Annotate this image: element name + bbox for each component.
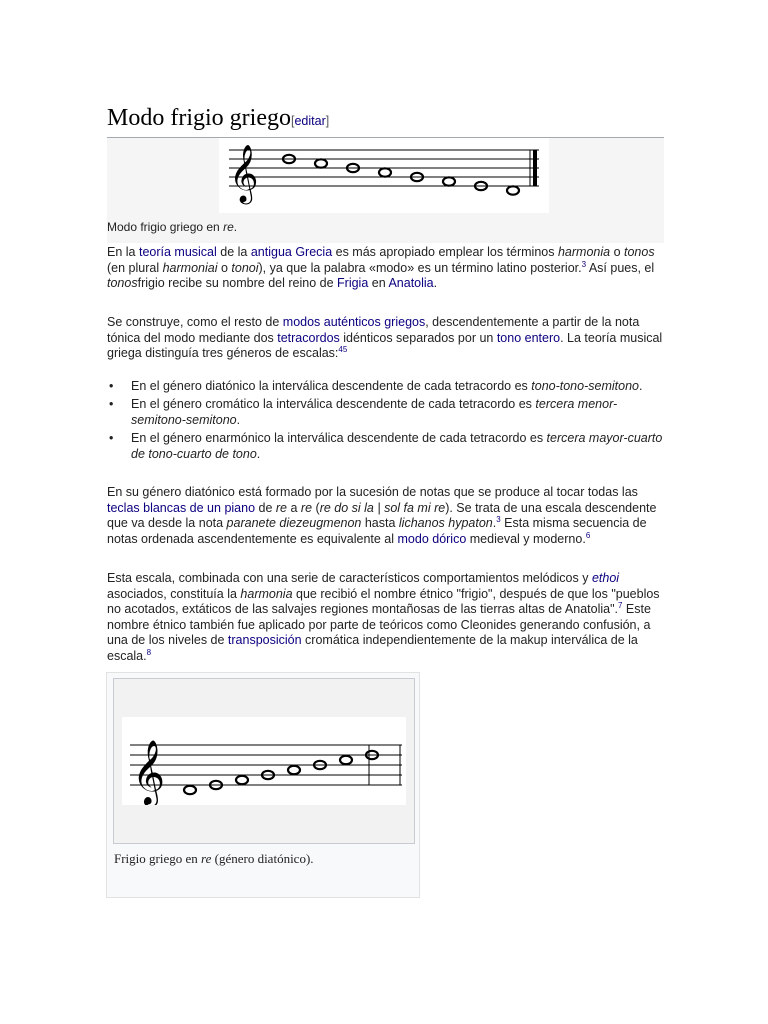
note-head (340, 756, 352, 764)
note-head (443, 177, 455, 185)
paragraph-ethos: Esta escala, combinada con una serie de característicos comportamientos melódicos y ethoi asociados, constituía la harmonia que recibió el nombre étnico "frigio", después de que los "pueblos no acotados, extáticos de las salvajes regiones montañosas de las tierras altas de Anatolia".$^7$ Este nombre étnico también fue aplicado por parte de teóricos como Cleonides generando confusión, a una de los niveles de transposición cromática independientemente de la makup interválica de la escala.$^8$ (107, 571, 660, 663)
staff-svg-1 (219, 138, 549, 213)
figure-frigio-descending (107, 138, 664, 243)
link-teclas-blancas[interactable]: teclas blancas de un piano (107, 500, 256, 515)
link-anatolia[interactable]: Anatolia (388, 276, 434, 291)
ref-7[interactable]: 7 (618, 601, 623, 611)
section-heading (107, 104, 664, 138)
note-head (184, 786, 196, 794)
link-transposicion[interactable]: transposición (227, 633, 302, 648)
paragraph-terminology: En la teoría musical de la antigua Grecia es más apropiado emplear los términos harmonia o tonos (en plural harmoniai o tonoi), ya que la palabra «modo» es un término latino posterior.$^3$ Así pues, el tonosfrigio recibe su nombre del reino de Frigia en Anatolia. (107, 245, 655, 291)
link-antigua-grecia[interactable]: antigua Grecia (250, 245, 333, 259)
figure-caption-2: Frigio griego en re (género diatónico). (114, 851, 314, 866)
edit-link[interactable]: editar (294, 114, 326, 128)
ref-45[interactable]: 45 (338, 345, 348, 355)
genera-list (107, 378, 663, 464)
ref-6[interactable]: 6 (585, 530, 591, 540)
treble-clef-icon: 𝄞 (229, 144, 259, 202)
link-ethoi[interactable]: ethoi (591, 571, 620, 585)
score-image-ascending[interactable] (122, 717, 406, 805)
list-item: • En el género diatónico la interválica descendente de cada tetracordo es tono-tono-semitono. (109, 379, 643, 393)
note-head (315, 159, 327, 167)
section-title: Modo frigio griego (107, 105, 291, 131)
note-head (507, 186, 519, 194)
link-teoria-musical[interactable]: teoría musical (138, 245, 217, 259)
figure-image-frame (113, 678, 415, 844)
paragraph-construction: Se construye, como el resto de modos auténticos griegos, descendentemente a partir de la nota tónica del modo mediante dos tetracordos idénticos separados por un tono entero. La teoría musical griega distinguía tres géneros de escalas:$^{45}$ (107, 315, 663, 361)
list-item: • En el género cromático la interválica descendente de cada tetracordo es tercera menor-semitono-semitono. (109, 396, 618, 427)
note-head (288, 766, 300, 774)
ref-8[interactable]: 8 (146, 647, 152, 657)
score-image-descending[interactable] (219, 138, 549, 213)
link-modo-dorico[interactable]: modo dórico (397, 531, 467, 546)
paragraph-diatonic: En su género diatónico está formado por la sucesión de notas que se produce al tocar todas las teclas blancas de un piano de re a re (re do si la | sol fa mi re). Se trata de una escala descendente que va desde la nota paranete diezeugmenon hasta lichanos hypaton.$^3$ Esta misma secuencia de notas ordenada ascendentemente es equivalente al modo dórico medieval y moderno.$^6$ (107, 485, 657, 546)
link-frigia[interactable]: Frigia (337, 276, 369, 291)
link-modos-autenticos[interactable]: modos auténticos griegos (282, 315, 426, 329)
edit-section: [editar] (290, 114, 330, 128)
note-head (236, 776, 248, 784)
link-tono-entero[interactable]: tono entero (496, 330, 561, 345)
figure-caption-1: Modo frigio griego en re. (107, 220, 238, 234)
list-item: • En el género enarmónico la interválica descendente de cada tetracordo es tercera mayor-cuarto de tono-cuarto de tono. (109, 430, 663, 461)
ref-3b[interactable]: 3 (496, 515, 501, 525)
figure-frigio-diatonic (106, 672, 420, 898)
treble-clef-icon: 𝄞 (132, 740, 166, 805)
link-tetracordos[interactable]: tetracordos (277, 330, 340, 345)
staff-svg-2 (122, 717, 406, 805)
ref-3[interactable]: 3 (581, 259, 587, 269)
note-head (379, 168, 391, 176)
